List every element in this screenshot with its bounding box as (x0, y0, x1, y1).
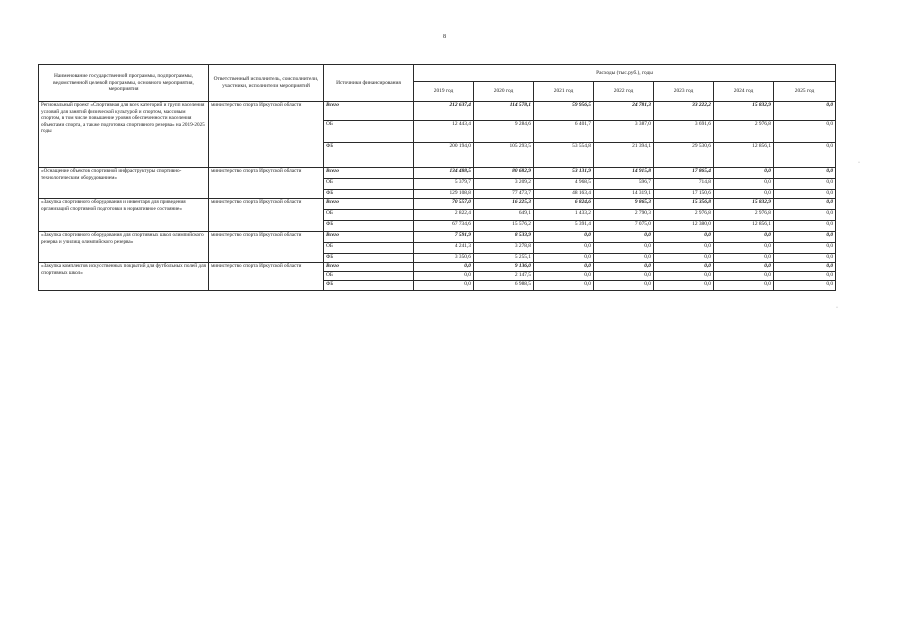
funding-source: Всего (324, 168, 414, 179)
expense-value: 3 278,8 (474, 243, 534, 254)
funding-source: Всего (324, 199, 414, 210)
funding-source: ОБ (324, 243, 414, 254)
header-source: Источники финансирования (324, 65, 414, 102)
expense-value: 0,0 (654, 263, 714, 272)
expense-value: 5 391,4 (534, 221, 594, 232)
executor-name: министерство спорта Иркутской области (209, 102, 324, 168)
expense-value: 80 682,9 (474, 168, 534, 179)
expense-value: 212 637,4 (414, 102, 474, 121)
program-name: «Оснащение объектов спортивной инфраструктуры спортивно-технологическим оборудованием» (39, 168, 209, 199)
expense-value: 2 822,4 (414, 210, 474, 221)
expense-value: 714,8 (654, 179, 714, 190)
scan-speck: · (836, 305, 838, 311)
expense-value: 12 856,1 (714, 143, 774, 168)
expense-value: 3 691,6 (654, 121, 714, 143)
expense-value: 0,0 (774, 281, 836, 291)
expense-value: 0,0 (594, 281, 654, 291)
expense-value: 0,0 (714, 263, 774, 272)
expense-value: 3 209,2 (474, 179, 534, 190)
expense-value: 15 576,2 (474, 221, 534, 232)
expense-value: 77 473,7 (474, 190, 534, 199)
expense-value: 5 379,7 (414, 179, 474, 190)
expense-value: 0,0 (774, 210, 836, 221)
expense-value: 8 533,9 (474, 232, 534, 243)
executor-name: министерство спорта Иркутской области (209, 263, 324, 291)
expense-value: 0,0 (714, 168, 774, 179)
expense-value: 6 401,7 (534, 121, 594, 143)
expense-value: 0,0 (534, 272, 594, 281)
program-name: Региональный проект «Спортивная для всех категорий и групп населения условий для занятий физической культурой и спортом, массовым спортом, в том числе повышение уровня обеспеченности населения объектами спорта, а также подготовка спортивного резерва» на 2019-2025 годы (39, 102, 209, 168)
expense-value: 2 976,8 (654, 210, 714, 221)
expense-value: 9 284,6 (474, 121, 534, 143)
budget-table (38, 64, 836, 291)
expense-value: 0,0 (654, 232, 714, 243)
expense-value: 0,0 (774, 254, 836, 263)
expense-value: 12 380,0 (654, 221, 714, 232)
expense-value: 0,0 (714, 272, 774, 281)
table-row (39, 168, 836, 179)
scan-speck: · (858, 160, 860, 166)
expense-value: 24 781,3 (594, 102, 654, 121)
funding-source: ФБ (324, 143, 414, 168)
expense-value: 48 163,4 (534, 190, 594, 199)
expense-value: 0,0 (774, 232, 836, 243)
expense-value: 0,0 (654, 281, 714, 291)
table-row (39, 199, 836, 210)
expense-value: 0,0 (774, 272, 836, 281)
expense-value: 29 530,6 (654, 143, 714, 168)
expense-value: 2 790,3 (594, 210, 654, 221)
expense-value: 0,0 (534, 243, 594, 254)
funding-source: Всего (324, 102, 414, 121)
expense-value: 0,0 (714, 243, 774, 254)
expense-value: 596,7 (594, 179, 654, 190)
expense-value: 649,1 (474, 210, 534, 221)
funding-source: ФБ (324, 190, 414, 199)
expense-value: 200 194,0 (414, 143, 474, 168)
expense-value: 70 557,0 (414, 199, 474, 210)
expense-value: 134 488,5 (414, 168, 474, 179)
expense-value: 0,0 (774, 190, 836, 199)
expense-value: 3 387,0 (594, 121, 654, 143)
expense-value: 9 136,0 (474, 263, 534, 272)
expense-value: 15 356,8 (654, 199, 714, 210)
expense-value: 15 832,9 (714, 199, 774, 210)
expense-value: 12 443,4 (414, 121, 474, 143)
expense-value: 0,0 (594, 232, 654, 243)
expense-value: 0,0 (714, 254, 774, 263)
table-row (39, 232, 836, 243)
expense-value: 21 394,1 (594, 143, 654, 168)
page-number: 8 (443, 34, 446, 40)
expense-value: 7 591,9 (414, 232, 474, 243)
expense-value: 5 255,1 (474, 254, 534, 263)
expense-value: 7 075,0 (594, 221, 654, 232)
funding-source: Всего (324, 232, 414, 243)
header-year: 2020 год (474, 82, 534, 102)
expense-value: 6 988,5 (474, 281, 534, 291)
expense-value: 0,0 (774, 179, 836, 190)
program-name: «Закупка спортивного оборудования и инвентаря для приведения организаций спортивной подготовки в нормативное состояние» (39, 199, 209, 232)
expense-value: 0,0 (714, 190, 774, 199)
expense-value: 0,0 (774, 243, 836, 254)
expense-value: 33 222,2 (654, 102, 714, 121)
expense-value: 14 915,8 (594, 168, 654, 179)
funding-source: ОБ (324, 179, 414, 190)
expense-value: 0,0 (714, 179, 774, 190)
expense-value: 0,0 (594, 243, 654, 254)
expense-value: 59 956,5 (534, 102, 594, 121)
expense-value: 0,0 (534, 263, 594, 272)
expense-value: 0,0 (594, 254, 654, 263)
funding-source: Всего (324, 263, 414, 272)
header-year: 2025 год (774, 82, 836, 102)
funding-source: ФБ (324, 221, 414, 232)
expense-value: 2 147,5 (474, 272, 534, 281)
expense-value: 0,0 (654, 254, 714, 263)
expense-value: 15 832,9 (714, 102, 774, 121)
expense-value: 2 976,8 (714, 121, 774, 143)
expense-value: 17 865,4 (654, 168, 714, 179)
expense-value: 3 350,6 (414, 254, 474, 263)
expense-value: 17 150,6 (654, 190, 714, 199)
expense-value: 0,0 (594, 263, 654, 272)
expense-value: 53 131,9 (534, 168, 594, 179)
expense-value: 14 319,1 (594, 190, 654, 199)
expense-value: 0,0 (414, 263, 474, 272)
funding-source: ОБ (324, 272, 414, 281)
expense-value: 67 734,6 (414, 221, 474, 232)
header-name: Наименование государственной программы, подпрограммы, ведомственной целевой программы, основного мероприятия, мероприятия (39, 65, 209, 102)
expense-value: 0,0 (714, 232, 774, 243)
expense-value: 0,0 (654, 243, 714, 254)
executor-name: министерство спорта Иркутской области (209, 168, 324, 199)
expense-value: 0,0 (534, 281, 594, 291)
expense-value: 0,0 (774, 168, 836, 179)
funding-source: ФБ (324, 281, 414, 291)
funding-source: ОБ (324, 121, 414, 143)
expense-value: 0,0 (774, 199, 836, 210)
funding-source: ОБ (324, 210, 414, 221)
header-year: 2021 год (534, 82, 594, 102)
header-year: 2023 год (654, 82, 714, 102)
expense-value: 0,0 (414, 281, 474, 291)
expense-value: 9 865,3 (594, 199, 654, 210)
expense-value: 4 241,3 (414, 243, 474, 254)
expense-value: 1 433,2 (534, 210, 594, 221)
header-expenses: Расходы (тыс.руб.), годы (414, 65, 836, 82)
table-row (39, 102, 836, 121)
expense-value: 0,0 (714, 281, 774, 291)
expense-value: 114 578,1 (474, 102, 534, 121)
expense-value: 0,0 (774, 143, 836, 168)
executor-name: министерство спорта Иркутской области (209, 232, 324, 263)
program-name: «Закупка спортивного оборудования для спортивных школ олимпийского резерва и училищ олимпийского резерва» (39, 232, 209, 263)
expense-value: 0,0 (654, 272, 714, 281)
expense-value: 0,0 (774, 221, 836, 232)
expense-value: 0,0 (534, 232, 594, 243)
expense-value: 105 293,5 (474, 143, 534, 168)
header-executor: Ответственный исполнитель, соисполнители, участники, исполнители мероприятий (209, 65, 324, 102)
funding-source: ФБ (324, 254, 414, 263)
expense-value: 0,0 (414, 272, 474, 281)
header-year: 2022 год (594, 82, 654, 102)
program-name: «Закупка комплектов искусственных покрытий для футбольных полей для спортивных школ» (39, 263, 209, 291)
expense-value: 6 824,6 (534, 199, 594, 210)
expense-value: 0,0 (774, 102, 836, 121)
expense-value: 0,0 (594, 272, 654, 281)
table-row (39, 263, 836, 272)
expense-value: 12 856,1 (714, 221, 774, 232)
expense-value: 53 554,8 (534, 143, 594, 168)
header-year: 2019 год (414, 82, 474, 102)
expense-value: 16 225,3 (474, 199, 534, 210)
header-year: 2024 год (714, 82, 774, 102)
expense-value: 0,0 (774, 121, 836, 143)
expense-value: 0,0 (534, 254, 594, 263)
expense-value: 0,0 (774, 263, 836, 272)
expense-value: 2 976,8 (714, 210, 774, 221)
expense-value: 129 108,8 (414, 190, 474, 199)
executor-name: министерство спорта Иркутской области (209, 199, 324, 232)
expense-value: 4 968,5 (534, 179, 594, 190)
